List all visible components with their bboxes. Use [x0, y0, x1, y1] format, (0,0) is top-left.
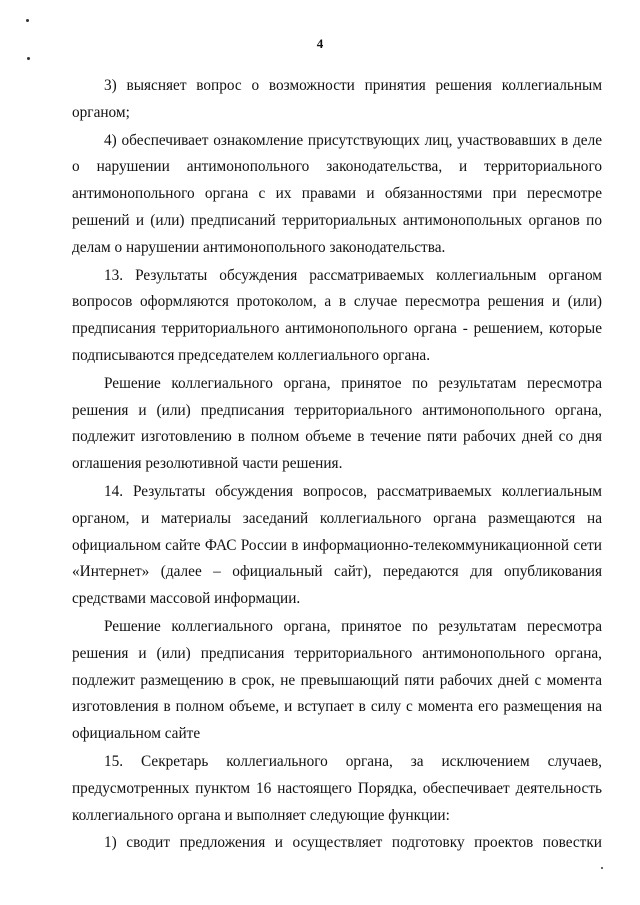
page-number: 4: [316, 36, 324, 51]
paragraph-decision-production: Решение коллегиального органа, принятое по результатам пересмотра решения и (или) предписания территориального антимонопольного органа, подлежит изготовлению в полном объеме в течение пяти рабочих дней со дня оглашения резолютивной части решения.: [72, 374, 602, 473]
paragraph-item-3: 3) выясняет вопрос о возможности принятия решения коллегиальным органом;: [72, 77, 602, 121]
paragraph-clause-13: 13. Результаты обсуждения рассматриваемых коллегиальным органом вопросов оформляются протоколом, а в случае пересмотра решения и (или) предписания территориального антимонопольного органа - решением, которые подписываются председателем коллегиального органа.: [72, 266, 602, 364]
paragraph-clause-15: 15. Секретарь коллегиального органа, за исключением случаев, предусмотренных пунктом 16 настоящего Порядка, обеспечивает деятельность коллегиального органа и выполняет следующие функции:: [72, 752, 602, 824]
paragraph-clause-14: 14. Результаты обсуждения вопросов, рассматриваемых коллегиальным органом, и материалы заседаний коллегиального органа размещаются на официальном сайте ФАС России в информационно-телекоммуникационной сети «Интернет» (далее – официальный сайт), передаются для опубликования средствами массовой информации.: [72, 482, 602, 608]
scan-mark: [27, 57, 30, 60]
paragraph-function-1: 1) сводит предложения и осуществляет подготовку проектов повестки: [104, 834, 602, 852]
paragraph-item-4: 4) обеспечивает ознакомление присутствующих лиц, участвовавших в деле о нарушении антимонопольного законодательства, и территориального антимонопольного органа с их правами и обязанностями при пересмотре решений и (или) предписаний территориальных антимонопольных органов по делам о нарушении антимонопольного законодательства.: [72, 131, 602, 256]
paragraph-decision-publication: Решение коллегиального органа, принятое по результатам пересмотра решения и (или) предписания территориального антимонопольного органа, подлежит размещению в срок, не превышающий пяти рабочих дней с момента изготовления в полном объеме, и вступает в силу с момента его размещения на официальном сайте: [72, 617, 602, 743]
scan-mark: [601, 867, 603, 869]
scan-mark: [26, 19, 29, 22]
document-body: [72, 73, 602, 857]
